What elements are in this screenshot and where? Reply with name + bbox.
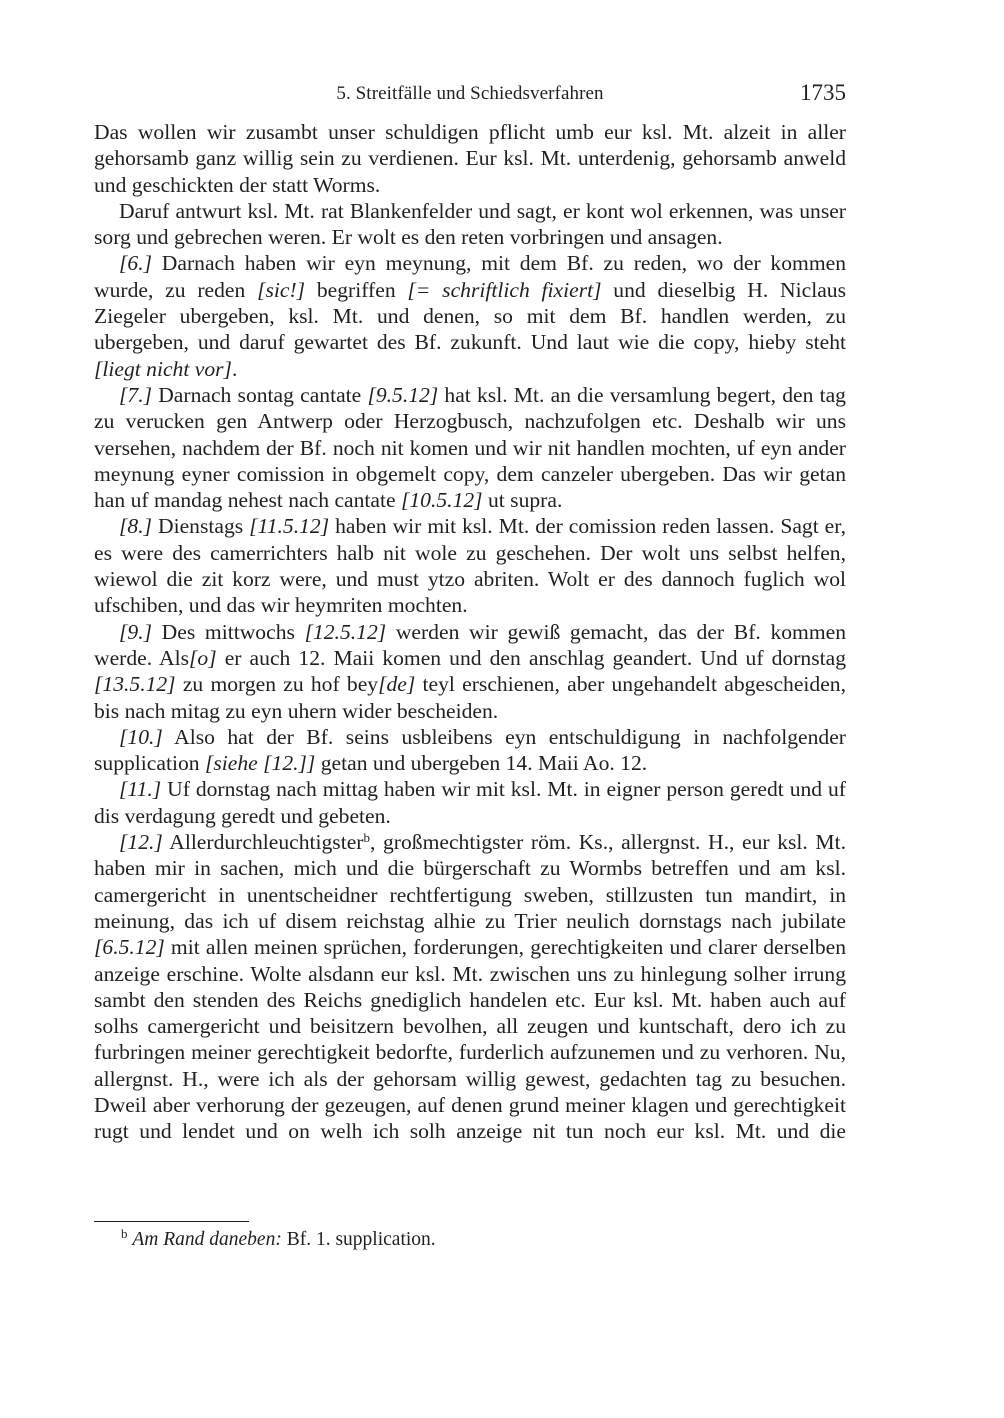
paragraph-7 xyxy=(94,382,846,513)
running-head xyxy=(94,80,846,108)
page-number: 1735 xyxy=(800,80,846,105)
text-run: begriffen xyxy=(305,277,408,302)
paragraph-9 xyxy=(94,619,846,724)
text-run: Allerdurchleuchtigster xyxy=(162,830,364,855)
date-note: [9.5.12] xyxy=(367,382,439,407)
text-run: . xyxy=(231,356,238,381)
footnote-text: Bf. 1. supplication. xyxy=(281,1229,436,1250)
paragraph-number: [9.] xyxy=(119,619,153,644)
text-run: , großmechtigster röm. Ks., allergnst. H., eur ksl. Mt. haben mir in sachen, mich und die bürgerschaft zu Wormbs betreffen und am ksl. camergericht in unentscheidner rechtfertigung sweben, stillzusten tun mandirt, in meinung, das ich uf disem reichstag alhie zu Trier neulich dornstags nach jubilate xyxy=(94,830,847,933)
paragraph-number: [12.] xyxy=(119,830,163,855)
editorial-note: [de] xyxy=(378,672,416,697)
paragraph-answer: Daruf antwurt ksl. Mt. rat Blankenfelder und sagt, er kont wol erkennen, was unser sorg und gebrechen weren. Er wolt es den reten vorbringen und ansagen. xyxy=(94,198,846,250)
date-note: [13.5.12] xyxy=(94,672,176,697)
text-run: Uf dornstag nach mittag haben wir mit ksl. Mt. in eigner person geredt und uf dis verdagung geredt und gebeten. xyxy=(94,777,846,828)
text-run: zu morgen zu hof bey xyxy=(175,672,379,697)
footnote-marker: b xyxy=(363,829,370,845)
cross-reference: [siehe [12.]] xyxy=(204,751,316,776)
text-run: Darnach haben wir eyn meynung, mit dem Bf. zu reden, wo der kommen wurde, zu reden xyxy=(94,251,846,302)
paragraph-number: [11.] xyxy=(119,777,162,802)
date-note: [11.5.12] xyxy=(249,514,330,539)
paragraph-11 xyxy=(94,776,846,829)
text-run: mit allen meinen sprüchen, forderungen, gerechtigkeiten und clarer derselben anzeige erschine. Wolte alsdann eur ksl. Mt. zwischen uns zu hinlegung solher irrung sambt den stenden des Reichs gnediglich handelen etc. Eur ksl. Mt. haben auch auf solhs camergericht und beisitzern bevolhen, all zeugen und kuntschaft, dero ich zu furbringen meiner gerechtigkeit bedorfte, furderlich aufzunemen und zu verhoren. Nu, allergnst. H., were ich als der gehorsam willig gewest, gedachten tag zu besuchen. Dweil aber verhorung der gezeugen, auf denen grund meiner klagen und gerechtigkeit rugt und lendet und on welh ich solh anzeige nit tun noch eur ksl. Mt. und die xyxy=(94,935,846,1144)
paragraph-10 xyxy=(94,724,846,777)
text-run: Also hat der Bf. seins usbleibens eyn entschuldigung in nachfolgender supplication xyxy=(94,724,846,776)
paragraph-number: [8.] xyxy=(119,514,153,539)
paragraph-number: [10.] xyxy=(119,724,163,749)
section-title: 5. Streitfälle und Schiedsverfahren xyxy=(336,83,604,104)
text-run: Darnach sontag cantate xyxy=(152,382,368,407)
text-run: hat ksl. Mt. an die versamlung begert, den tag zu verucken gen Antwerp oder Herzogbusch, nachzufolgen etc. Deshalb wir uns versehen, nachdem der Bf. noch nit komen und wir nit handlen mochten, uf eyn ander meynung eyner comission in obgemelt copy, dem canzeler ubergeben. Das wir getan han uf mandag nehest nach cantate xyxy=(94,382,846,513)
paragraph-number: [6.] xyxy=(119,251,153,276)
date-note: [12.5.12] xyxy=(304,619,387,644)
text-run: haben wir mit ksl. Mt. der comission reden lassen. Sagt er, es were des camerrichters halb nit wole zu geschehen. Der wolt uns selbst helfen, wiewol die zit korz were, und must ytzo abriten. Wolt er des dannoch fuglich wol ufschiben, und das wir heymriten mochten. xyxy=(94,514,846,618)
editorial-note: [liegt nicht vor] xyxy=(94,356,232,381)
editorial-note: [o] xyxy=(189,645,217,670)
paragraph-closing: Das wollen wir zusambt unser schuldigen pflicht umb eur ksl. Mt. alzeit in aller gehorsamb ganz willig sein zu verdienen. Eur ksl. Mt. unterdenig, gehorsamb anweld und geschickten der statt Worms. xyxy=(94,120,846,197)
text-run: er auch 12. Maii komen und den anschlag geandert. Und uf dornstag xyxy=(216,645,846,670)
text-run: werden wir gewiß gemacht, das der Bf. kommen werde. Als xyxy=(94,619,847,670)
paragraph-8 xyxy=(94,513,846,618)
text-run: teyl erschienen, aber ungehandelt abgescheiden, bis nach mitag zu eyn uhern wider bescheiden. xyxy=(94,672,846,723)
text-run: getan und ubergeben 14. Maii Ao. 12. xyxy=(315,751,648,776)
body-text xyxy=(94,119,846,1145)
text-run: Des mittwochs xyxy=(152,619,305,644)
footnote xyxy=(121,1225,821,1252)
text-run: und dieselbig H. Niclaus Ziegeler ubergeben, ksl. Mt. und denen, so mit dem Bf. handlen werden, zu ubergeben, und daruf gewartet des Bf. zukunft. Und laut wie die copy, hieby steht xyxy=(94,277,846,355)
editorial-note: [= schriftlich fixiert] xyxy=(407,277,602,302)
paragraph-6 xyxy=(94,250,846,381)
editorial-note: [sic!] xyxy=(257,277,306,302)
date-note: [10.5.12] xyxy=(400,488,483,513)
paragraph-12 xyxy=(94,829,846,1145)
text-run: ut supra. xyxy=(482,488,563,513)
footnote-rule xyxy=(94,1221,249,1222)
footnote-label: Am Rand daneben: xyxy=(132,1229,282,1250)
text-run: Dienstags xyxy=(152,514,250,539)
date-note: [6.5.12] xyxy=(94,935,165,960)
footnote-marker: b xyxy=(121,1225,128,1241)
paragraph-number: [7.] xyxy=(119,382,153,407)
